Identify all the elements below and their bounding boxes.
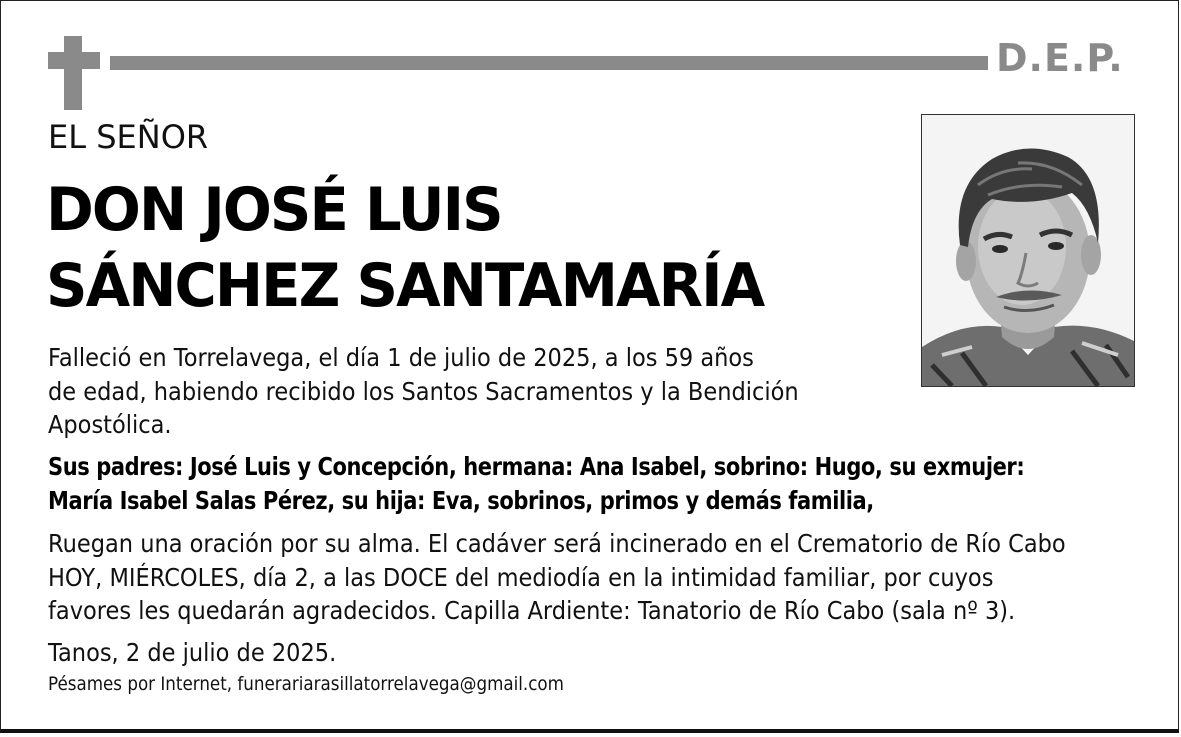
- request-line-3: favores les quedarán agradecidos. Capilla Ardiente: Tanatorio de Río Cabo (sala nº 3).: [48, 596, 1016, 625]
- prayer-request: [48, 527, 1137, 628]
- honorific: EL SEÑOR: [48, 118, 209, 156]
- name-line-1: DON JOSÉ LUIS: [46, 175, 502, 245]
- header-rule: [110, 56, 988, 70]
- death-line-1: Falleció en Torrelavega, el día 1 de julio de 2025, a los 59 años: [48, 343, 754, 372]
- dep-label: D.E.P.: [996, 36, 1124, 80]
- request-line-2: HOY, MIÉRCOLES, día 2, a las DOCE del mediodía en la intimidad familiar, por cuyos: [48, 562, 994, 592]
- family-members: [48, 450, 1056, 518]
- place-date: Tanos, 2 de julio de 2025.: [48, 638, 337, 667]
- portrait-photo: [921, 114, 1135, 387]
- name-line-2: SÁNCHEZ SANTAMARÍA: [46, 251, 764, 321]
- condolences-email: Pésames por Internet, funerariarasillatorrelavega@gmail.com: [48, 673, 564, 695]
- death-details: [48, 341, 822, 442]
- request-line-1: Ruegan una oración por su alma. El cadáver será incinerado en el Crematorio de Río Cabo: [48, 529, 1066, 558]
- death-line-3: Apostólica.: [48, 410, 172, 439]
- cross-icon: [48, 36, 100, 110]
- death-line-2: de edad, habiendo recibido los Santos Sacramentos y la Bendición: [48, 376, 799, 406]
- family-line-2: María Isabel Salas Pérez, su hija: Eva, sobrinos, primos y demás familia,: [48, 486, 874, 515]
- family-line-1: Sus padres: José Luis y Concepción, hermana: Ana Isabel, sobrino: Hugo, su exmujer:: [48, 452, 1025, 481]
- deceased-name: [46, 172, 763, 324]
